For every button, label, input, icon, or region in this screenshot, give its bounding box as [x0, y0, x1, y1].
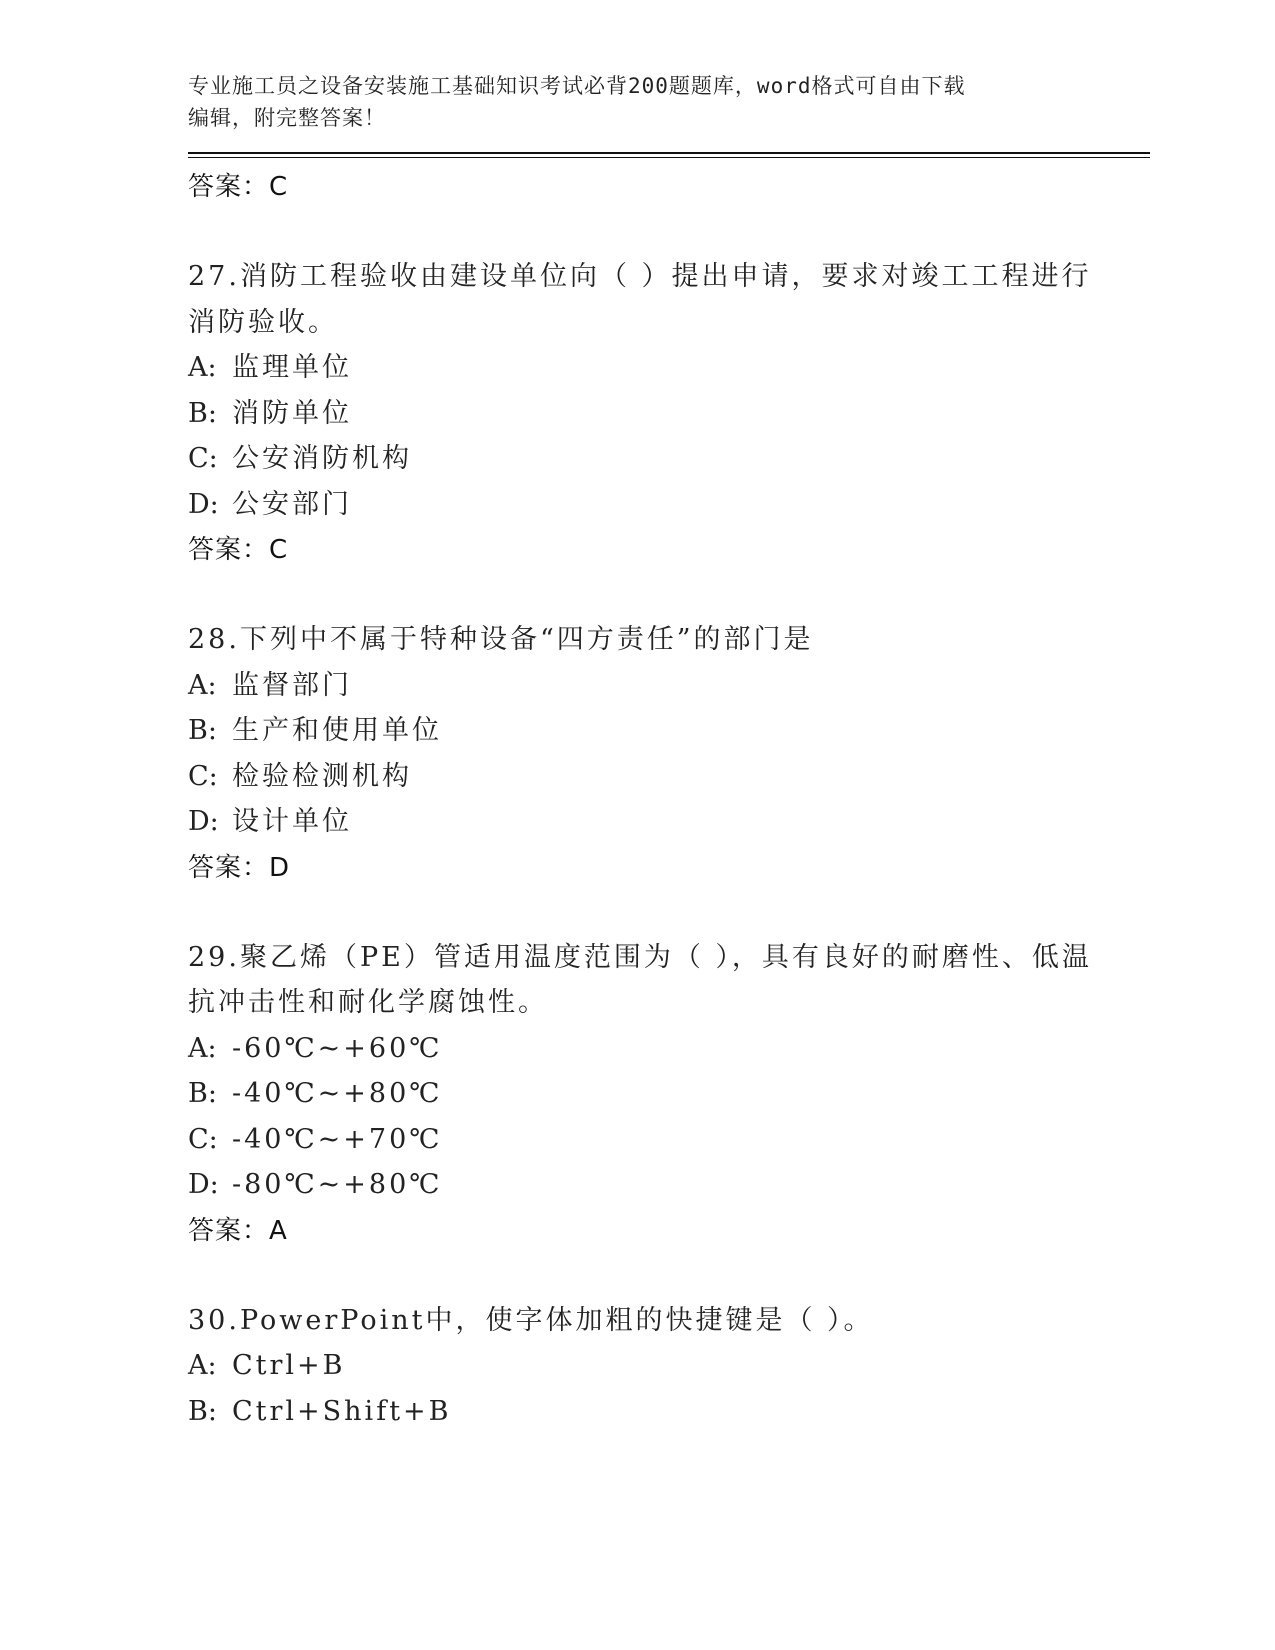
previous-answer: 答案：C — [188, 172, 289, 202]
header-line-2: 编辑，附完整答案！ — [188, 106, 386, 130]
option-text: 监理单位 — [232, 352, 352, 383]
option-c — [188, 436, 1150, 482]
option-text: 公安消防机构 — [232, 443, 412, 474]
question-stem-line-1: 28.下列中不属于特种设备“四方责任”的部门是 — [188, 624, 814, 655]
question-stem-line-1: 27.消防工程验收由建设单位向（ ）提出申请，要求对竣工工程进行 — [188, 261, 1092, 292]
question-29 — [188, 935, 1150, 1254]
question-stem-line-2: 消防验收。 — [188, 306, 338, 338]
option-label: B: — [188, 397, 217, 429]
option-text: -40℃~+80℃ — [232, 1078, 443, 1109]
option-d — [188, 1162, 1150, 1208]
option-text: 公安部门 — [232, 488, 352, 520]
option-label: C: — [188, 443, 218, 474]
option-label: C: — [188, 1123, 218, 1155]
option-b — [188, 1389, 1150, 1435]
option-label: D: — [188, 488, 219, 520]
option-label: B: — [188, 1078, 217, 1109]
option-text: -80℃~+80℃ — [232, 1169, 443, 1200]
answer: 答案：C — [188, 535, 289, 565]
question-stem-line-2: 抗冲击性和耐化学腐蚀性。 — [188, 987, 548, 1018]
option-text: 生产和使用单位 — [232, 715, 442, 746]
option-a — [188, 1026, 1150, 1072]
question-28 — [188, 617, 1150, 891]
option-label: D: — [188, 806, 219, 837]
option-c — [188, 754, 1150, 800]
option-b — [188, 708, 1150, 754]
option-a — [188, 1343, 1150, 1389]
option-d — [188, 482, 1150, 528]
option-c — [188, 1117, 1150, 1163]
option-text: -60℃~+60℃ — [232, 1032, 443, 1064]
header-divider-thin — [188, 157, 1150, 158]
question-stem-line-1: 30.PowerPoint中，使字体加粗的快捷键是（ ）。 — [188, 1304, 874, 1336]
option-label: D: — [188, 1169, 219, 1200]
option-a — [188, 345, 1150, 391]
document-header — [188, 70, 1150, 134]
option-d — [188, 799, 1150, 845]
option-label: A: — [188, 1032, 217, 1064]
header-divider-thick — [188, 152, 1150, 154]
option-text: Ctrl+B — [232, 1350, 346, 1381]
question-stem-line-1: 29.聚乙烯（PE）管适用温度范围为（ ），具有良好的耐磨性、低温 — [188, 941, 1092, 973]
option-text: 监督部门 — [232, 669, 352, 701]
option-label: A: — [188, 669, 217, 701]
answer: 答案：D — [188, 852, 291, 883]
option-text: 设计单位 — [232, 806, 352, 837]
question-27 — [188, 254, 1150, 573]
option-text: Ctrl+Shift+B — [232, 1395, 452, 1427]
option-b — [188, 391, 1150, 437]
question-30 — [188, 1298, 1150, 1435]
option-text: -40℃~+70℃ — [232, 1123, 443, 1155]
answer: 答案：A — [188, 1215, 288, 1246]
option-label: A: — [188, 352, 217, 383]
option-text: 检验检测机构 — [232, 760, 412, 792]
option-b — [188, 1071, 1150, 1117]
option-text: 消防单位 — [232, 397, 352, 429]
option-label: A: — [188, 1350, 217, 1381]
option-label: B: — [188, 1395, 217, 1427]
option-a — [188, 663, 1150, 709]
option-label: C: — [188, 760, 218, 792]
header-line-1: 专业施工员之设备安装施工基础知识考试必背200题题库，word格式可自由下载 — [188, 74, 966, 98]
document-page — [188, 70, 1150, 1434]
option-label: B: — [188, 715, 217, 746]
